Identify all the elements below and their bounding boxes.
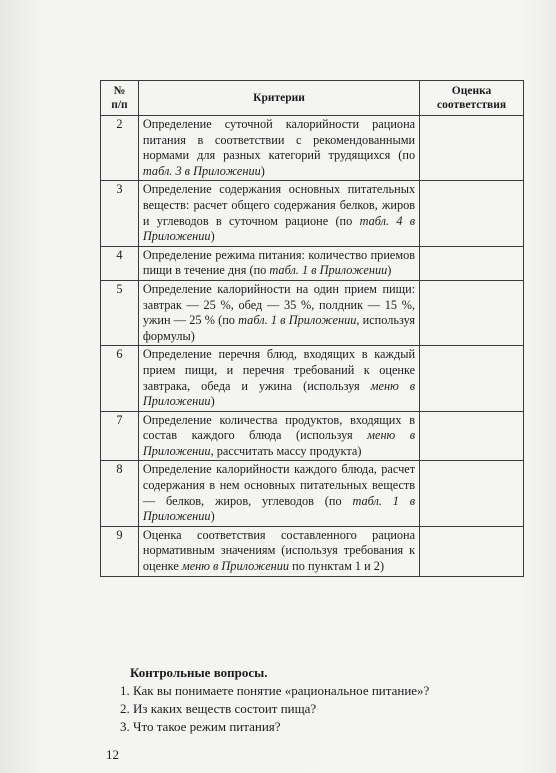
criterion-reference: табл. 1 в Приложении — [269, 263, 388, 278]
criterion-text-end: , используя формулы) — [142, 313, 416, 343]
page-number: 12 — [106, 747, 119, 762]
table-body — [101, 116, 524, 577]
criterion-reference: табл. 4 в Приложении — [142, 213, 416, 244]
row-criterion — [138, 116, 419, 181]
criterion-text: Оценка соответствия составленного рациона нормативным значениям (используя требования к оценке — [142, 527, 416, 574]
criterion-text-end: , рассчитать массу продукта) — [210, 443, 362, 458]
criterion-text: Определение калорийности на один прием пищи: завтрак — 25 %, обед — 35 %, полдник — 15 %, ужин — 25 % (по — [142, 281, 416, 328]
criterion-text: Определение содержания основных питательных веществ: расчет общего содержания белков, жиров и углеводов в суточном рационе (по — [142, 182, 416, 228]
table-row — [101, 181, 524, 246]
row-criterion — [138, 346, 419, 411]
row-evaluation[interactable] — [420, 280, 524, 345]
criterion-text-end: ) — [260, 163, 265, 178]
table-row — [101, 346, 524, 411]
row-criterion — [138, 526, 419, 576]
criterion-text-end: по пунктам 1 и 2) — [289, 559, 385, 574]
questions-list — [120, 682, 530, 736]
control-questions — [120, 664, 530, 736]
questions-title: Контрольные вопросы. — [130, 665, 268, 680]
row-number: 9 — [101, 526, 139, 576]
row-number: 2 — [101, 116, 139, 181]
row-criterion — [138, 181, 419, 246]
row-criterion — [138, 280, 419, 345]
criterion-text: Определение перечня блюд, входящих в каждый прием пищи, и перечня требований к оценке завтрака, обеда и ужина (используя — [142, 347, 416, 393]
row-evaluation[interactable] — [420, 116, 524, 181]
question-item: 3. Что такое режим питания? — [120, 719, 281, 734]
criterion-text-end: ) — [210, 229, 215, 244]
row-number: 8 — [101, 461, 139, 526]
row-evaluation[interactable] — [420, 411, 524, 461]
criterion-text: Определение режима питания: количество приемов пищи в течение дня (по — [142, 247, 416, 278]
question-item: 1. Как вы понимаете понятие «рациональное питание»? — [120, 683, 430, 698]
criteria-table — [100, 80, 524, 577]
criterion-reference: табл. 1 в Приложении — [142, 493, 416, 524]
criterion-reference: табл. 3 в Приложении — [142, 163, 261, 178]
header-evaluation-line2: соответствия — [437, 99, 507, 111]
criterion-reference: меню в Приложении — [142, 378, 416, 409]
table-row — [101, 280, 524, 345]
row-number: 3 — [101, 181, 139, 246]
table-row — [101, 246, 524, 280]
criterion-text: Определение количества продуктов, входящих в состав каждого блюда (используя — [142, 412, 416, 443]
row-evaluation[interactable] — [420, 461, 524, 526]
table-row — [101, 461, 524, 526]
header-criteria: Критерии — [138, 81, 419, 116]
header-evaluation-line1: Оценка — [451, 85, 492, 97]
criterion-text-end: ) — [210, 509, 215, 524]
row-evaluation[interactable] — [420, 346, 524, 411]
row-number: 4 — [101, 246, 139, 280]
row-evaluation[interactable] — [420, 526, 524, 576]
criterion-reference: меню в Приложении — [181, 559, 290, 574]
row-number: 6 — [101, 346, 139, 411]
header-number-line1: № — [113, 85, 126, 97]
criterion-text-end: ) — [210, 394, 215, 409]
criterion-reference: табл. 1 в Приложении — [238, 313, 357, 328]
header-number — [101, 81, 139, 116]
header-number-line2: п/п — [111, 99, 128, 111]
question-item: 2. Из каких веществ состоит пища? — [120, 701, 317, 716]
row-number: 5 — [101, 280, 139, 345]
row-evaluation[interactable] — [420, 181, 524, 246]
row-criterion — [138, 411, 419, 461]
criterion-text: Определение калорийности каждого блюда, расчет содержания в нем основных питательных веществ — белков, жиров, углеводов (по — [142, 462, 416, 508]
criterion-reference: меню в Приложении — [142, 428, 416, 458]
row-criterion — [138, 246, 419, 280]
criterion-text: Определение суточной калорийности рациона питания в соответствии с рекомендованными нормами для разных категорий трудящихся (по — [142, 117, 416, 163]
table-row — [101, 411, 524, 461]
row-evaluation[interactable] — [420, 246, 524, 280]
row-criterion — [138, 461, 419, 526]
header-evaluation — [420, 81, 524, 116]
row-number: 7 — [101, 411, 139, 461]
table-header-row — [101, 81, 524, 116]
criterion-text-end: ) — [387, 263, 392, 278]
table-row — [101, 116, 524, 181]
table-row — [101, 526, 524, 576]
